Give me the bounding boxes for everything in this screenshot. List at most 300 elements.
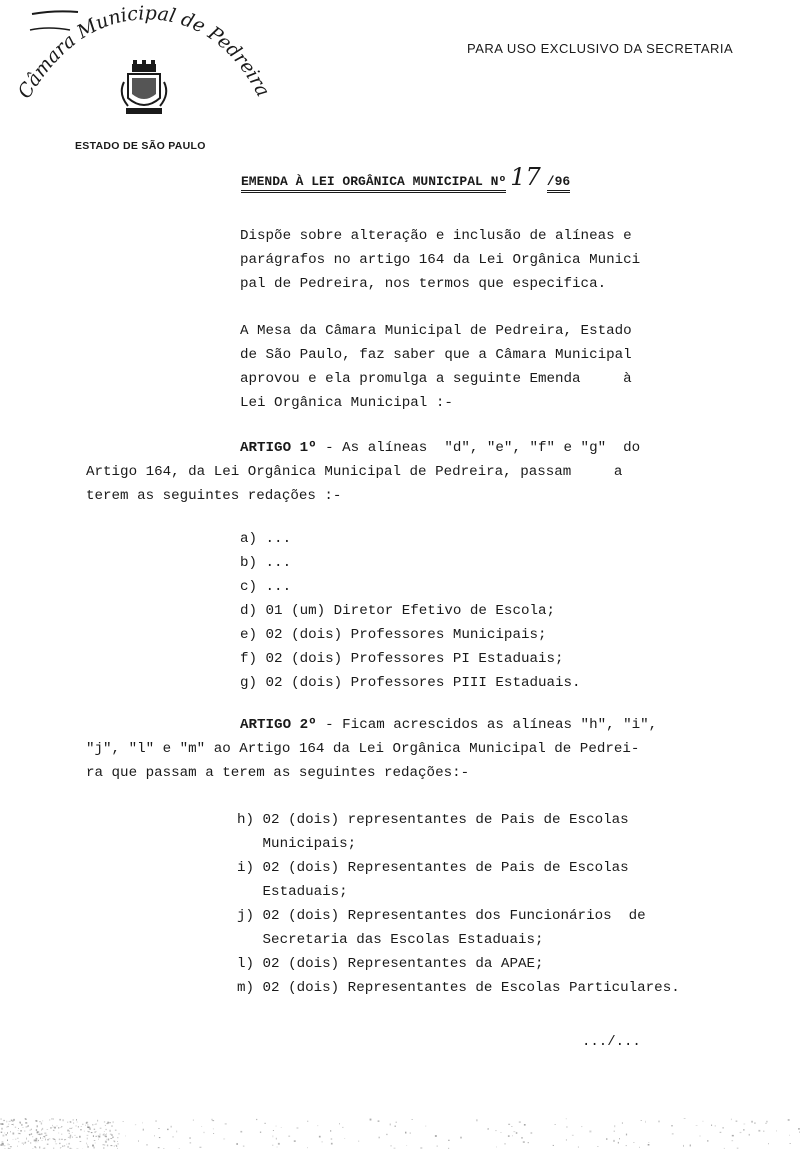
body-line-text: i) 02 (dois) Representantes de Pais de Escolas [237,860,629,876]
noise-speck [54,1130,55,1131]
noise-speck [6,1134,7,1136]
noise-speck [123,1121,124,1122]
noise-speck [788,1119,790,1121]
noise-speck [513,1131,515,1132]
body-line-text: f) 02 (dois) Professores PI Estaduais; [240,651,564,667]
noise-speck [31,1129,32,1130]
noise-speck [103,1134,104,1135]
noise-speck [1,1124,3,1125]
noise-speck [38,1140,39,1141]
noise-speck [582,1126,583,1127]
noise-speck [155,1120,157,1122]
chamber-name-arc: Câmara Municipal de Pedreira [13,2,275,103]
noise-speck [4,1133,5,1134]
body-line [237,885,348,899]
noise-speck [201,1126,202,1127]
noise-speck [622,1122,623,1124]
body-line [237,837,356,851]
noise-speck [193,1120,194,1121]
noise-speck [72,1132,73,1133]
noise-speck [512,1135,513,1136]
noise-speck [566,1139,567,1140]
noise-speck [26,1138,27,1140]
noise-speck [17,1138,18,1139]
noise-speck [648,1142,649,1143]
noise-speck [69,1131,70,1132]
noise-speck [7,1126,9,1127]
noise-speck [105,1134,106,1136]
noise-speck [749,1134,750,1136]
noise-speck [763,1131,764,1133]
noise-speck [696,1125,698,1126]
noise-speck [45,1135,47,1136]
noise-speck [10,1146,12,1147]
noise-speck [618,1142,619,1144]
noise-speck [672,1133,674,1134]
noise-speck [135,1124,136,1125]
noise-speck [256,1119,257,1120]
noise-speck [500,1132,502,1133]
noise-speck [94,1129,95,1130]
noise-speck [476,1119,478,1121]
noise-speck [82,1124,84,1125]
noise-speck [13,1133,15,1135]
noise-speck [390,1124,391,1126]
body-line [240,324,632,338]
body-line-text: d) 01 (um) Diretor Efetivo de Escola; [240,603,556,619]
noise-speck [212,1120,214,1121]
noise-speck [516,1132,518,1133]
noise-speck [81,1126,82,1127]
noise-speck [589,1131,591,1133]
noise-speck [566,1127,567,1128]
noise-speck [53,1126,54,1128]
noise-speck [789,1135,790,1136]
noise-speck [103,1144,105,1145]
noise-speck [420,1147,422,1148]
body-line-text: h) 02 (dois) representantes de Pais de Escolas [237,812,629,828]
noise-speck [84,1131,85,1132]
noise-speck [715,1125,716,1127]
noise-speck [754,1123,756,1124]
noise-speck [236,1143,238,1145]
noise-speck [528,1142,529,1143]
noise-speck [159,1137,160,1138]
noise-speck [212,1119,213,1121]
noise-speck [119,1133,120,1134]
noise-speck [342,1127,343,1128]
noise-speck [619,1138,620,1139]
body-line [237,909,646,923]
noise-speck [69,1128,71,1129]
noise-speck [30,1142,31,1144]
noise-speck [345,1138,346,1139]
noise-speck [277,1147,278,1148]
noise-speck [59,1132,60,1134]
noise-speck [143,1129,144,1131]
noise-speck [35,1120,37,1122]
noise-speck [58,1127,59,1128]
noise-speck [23,1144,24,1145]
noise-speck [87,1146,89,1147]
noise-speck [281,1127,282,1128]
noise-speck [73,1119,74,1121]
body-line-text: aprovou e ela promulga a seguinte Emenda à [240,371,632,387]
noise-speck [47,1139,49,1140]
body-line-text: l) 02 (dois) Representantes da APAE; [237,956,544,972]
noise-speck [2,1141,4,1143]
noise-speck [104,1133,105,1134]
noise-speck [172,1136,174,1137]
noise-speck [204,1132,205,1133]
noise-speck [40,1137,41,1139]
noise-speck [72,1128,73,1129]
noise-speck [94,1147,95,1149]
noise-speck [766,1121,768,1123]
noise-speck [38,1134,39,1135]
title-number-handwritten: 17 [510,163,541,191]
noise-speck [158,1147,160,1148]
body-line-text: e) 02 (dois) Professores Municipais; [240,627,547,643]
noise-speck [683,1145,684,1147]
body-line-text: j) 02 (dois) Representantes dos Funcionários de [237,908,646,924]
noise-speck [97,1120,98,1122]
body-line-text: Artigo 164, da Lei Orgânica Municipal de Pedreira, passam a [86,464,623,480]
noise-speck [29,1134,31,1135]
body-line-text: A Mesa da Câmara Municipal de Pedreira, Estado [240,323,632,339]
noise-speck [190,1142,192,1144]
body-line-text: Estaduais; [237,884,348,900]
noise-speck [578,1146,579,1147]
noise-speck [330,1130,331,1132]
noise-speck [85,1125,86,1126]
noise-speck [73,1122,74,1124]
noise-speck [50,1127,52,1128]
noise-speck [43,1138,44,1139]
noise-speck [554,1124,556,1125]
noise-speck [106,1141,107,1143]
noise-speck [15,1127,16,1128]
body-line [240,277,606,291]
document-title [241,163,570,191]
noise-speck [626,1145,627,1146]
noise-speck [297,1127,299,1128]
body-line [240,556,291,570]
noise-speck [60,1147,61,1148]
noise-speck [98,1139,99,1140]
noise-speck [2,1143,4,1144]
noise-speck [49,1138,51,1139]
noise-speck [339,1123,340,1124]
noise-speck [63,1119,64,1121]
noise-speck [89,1129,90,1130]
noise-speck [117,1137,118,1138]
noise-speck [6,1121,7,1123]
noise-speck [553,1145,554,1146]
noise-speck [13,1119,15,1121]
noise-speck [1,1132,3,1133]
noise-speck [72,1137,73,1138]
body-line [237,813,629,827]
noise-speck [100,1128,102,1129]
noise-speck [20,1122,21,1124]
noise-speck [276,1126,277,1127]
noise-speck [98,1136,100,1138]
noise-speck [74,1135,75,1136]
noise-speck [20,1130,22,1132]
noise-speck [378,1120,380,1122]
noise-speck [27,1126,29,1127]
noise-speck [25,1142,27,1143]
noise-speck [36,1138,38,1140]
body-line-text: pal de Pedreira, nos termos que especifica. [240,276,607,292]
noise-speck [645,1121,646,1123]
noise-speck [25,1118,27,1119]
noise-speck [614,1131,615,1133]
noise-speck [199,1147,201,1148]
noise-speck [317,1125,318,1126]
noise-speck [189,1137,190,1139]
noise-speck [61,1134,62,1136]
body-line-text: terem as seguintes redações :- [86,488,342,504]
noise-speck [108,1139,109,1141]
body-line [240,348,632,362]
noise-speck [104,1131,105,1132]
noise-speck [720,1132,722,1133]
noise-speck [28,1141,29,1142]
article-heading: ARTIGO 2º [240,717,317,733]
noise-speck [711,1125,712,1126]
noise-speck [42,1121,43,1122]
noise-speck [87,1124,89,1125]
noise-speck [142,1122,143,1124]
noise-speck [96,1131,97,1132]
noise-speck [684,1118,686,1119]
noise-speck [7,1140,8,1142]
noise-speck [13,1124,14,1126]
noise-speck [105,1136,106,1137]
noise-speck [31,1133,32,1134]
noise-speck [37,1142,38,1143]
noise-speck [722,1128,724,1129]
noise-speck [572,1135,574,1136]
noise-speck [80,1141,82,1142]
noise-speck [307,1147,308,1148]
noise-speck [751,1121,753,1123]
noise-speck [45,1139,46,1141]
noise-speck [288,1136,290,1137]
noise-speck [358,1141,359,1142]
noise-speck [699,1136,700,1137]
noise-speck [737,1148,739,1149]
noise-speck [43,1136,44,1137]
noise-speck [24,1130,25,1131]
noise-speck [278,1143,280,1145]
body-line [240,396,453,410]
noise-speck [736,1121,738,1122]
body-line [237,957,544,971]
noise-speck [425,1126,426,1127]
noise-speck [213,1128,214,1129]
body-line [237,933,544,947]
noise-speck [47,1144,49,1145]
noise-speck [92,1124,93,1126]
noise-speck [508,1124,510,1125]
noise-speck [743,1129,744,1131]
body-line-text: b) ... [240,555,292,571]
noise-speck [95,1143,96,1144]
noise-speck [67,1146,68,1148]
body-line [240,253,640,267]
noise-speck [92,1145,94,1147]
noise-speck [42,1128,43,1130]
noise-speck [379,1137,380,1139]
noise-speck [95,1123,97,1124]
noise-speck [54,1127,56,1129]
noise-speck [36,1143,37,1144]
noise-speck [37,1131,39,1132]
noise-speck [59,1139,60,1141]
body-line [237,981,680,995]
noise-speck [70,1137,71,1139]
noise-speck [658,1121,660,1123]
noise-speck [370,1119,372,1121]
noise-speck [87,1127,89,1128]
noise-speck [703,1121,704,1122]
noise-speck [44,1133,46,1135]
noise-speck [508,1135,510,1137]
body-line [240,441,640,455]
title-year: /96 [547,174,570,193]
noise-speck [390,1145,391,1146]
noise-speck [731,1119,732,1121]
noise-speck [105,1125,106,1126]
noise-speck [260,1132,261,1133]
noise-speck [648,1144,650,1146]
noise-speck [22,1127,24,1128]
noise-speck [39,1134,41,1135]
noise-speck [80,1129,81,1130]
noise-speck [107,1139,108,1141]
noise-speck [406,1145,407,1146]
noise-speck [597,1146,599,1147]
chamber-letterhead-logo [10,0,280,135]
noise-speck [307,1121,308,1122]
noise-speck [18,1141,19,1142]
noise-speck [243,1145,245,1147]
noise-speck [225,1123,227,1124]
body-line-text: - Ficam acrescidos as alíneas "h", "i", [316,717,658,733]
noise-speck [524,1124,526,1126]
body-line [240,604,555,618]
body-line [240,676,581,690]
body-line [86,465,622,479]
noise-speck [95,1124,96,1125]
secretariat-use-note: PARA USO EXCLUSIVO DA SECRETARIA [467,41,734,56]
noise-speck [41,1133,42,1135]
noise-speck [223,1139,225,1140]
noise-speck [448,1140,450,1141]
noise-speck [614,1125,615,1127]
noise-speck [61,1127,62,1128]
noise-speck [9,1121,11,1122]
body-line [237,861,629,875]
body-line [86,489,341,503]
body-line-text: de São Paulo, faz saber que a Câmara Municipal [240,347,632,363]
noise-speck [4,1145,6,1146]
noise-speck [36,1129,37,1131]
noise-speck [117,1141,118,1142]
body-line [240,628,547,642]
noise-speck [52,1125,53,1126]
noise-speck [412,1119,413,1120]
noise-speck [106,1123,108,1124]
noise-speck [100,1134,101,1136]
noise-speck [39,1146,40,1148]
title-prefix: EMENDA À LEI ORGÂNICA MUNICIPAL Nº [241,174,506,193]
noise-speck [740,1132,742,1133]
noise-speck [744,1124,746,1125]
noise-speck [213,1133,214,1134]
noise-speck [107,1145,108,1147]
noise-speck [154,1135,155,1137]
noise-speck [59,1119,60,1121]
noise-speck [57,1125,58,1127]
noise-speck [96,1136,97,1137]
noise-speck [386,1134,387,1135]
noise-speck [3,1135,5,1137]
noise-speck [109,1130,111,1132]
noise-speck [79,1136,81,1138]
noise-speck [44,1136,45,1138]
noise-speck [13,1139,14,1140]
noise-speck [671,1125,672,1126]
noise-speck [276,1138,277,1140]
noise-speck [176,1131,177,1133]
body-line-text: m) 02 (dois) Representantes de Escolas Particulares. [237,980,680,996]
noise-speck [34,1146,35,1147]
noise-speck [33,1136,34,1137]
noise-speck [61,1126,62,1127]
body-line-text: Secretaria das Escolas Estaduais; [237,932,544,948]
body-line-text: parágrafos no artigo 164 da Lei Orgânica Munici [240,252,641,268]
noise-speck [319,1136,321,1138]
noise-speck [639,1147,640,1148]
body-line [240,652,564,666]
noise-speck [272,1145,273,1146]
noise-speck [405,1132,406,1134]
noise-speck [55,1144,57,1145]
noise-speck [395,1126,396,1128]
noise-speck [66,1144,67,1145]
noise-speck [125,1136,126,1137]
noise-speck [158,1128,160,1129]
noise-speck [86,1143,87,1145]
noise-speck [435,1135,437,1137]
noise-speck [732,1140,734,1141]
noise-speck [171,1126,172,1128]
noise-speck [110,1138,112,1139]
noise-speck [98,1135,99,1136]
noise-speck [273,1130,274,1131]
noise-speck [69,1143,70,1145]
noise-speck [117,1143,119,1144]
noise-speck [37,1125,39,1127]
noise-speck [49,1119,50,1121]
noise-speck [106,1133,107,1134]
noise-speck [566,1118,567,1119]
noise-speck [35,1148,37,1149]
